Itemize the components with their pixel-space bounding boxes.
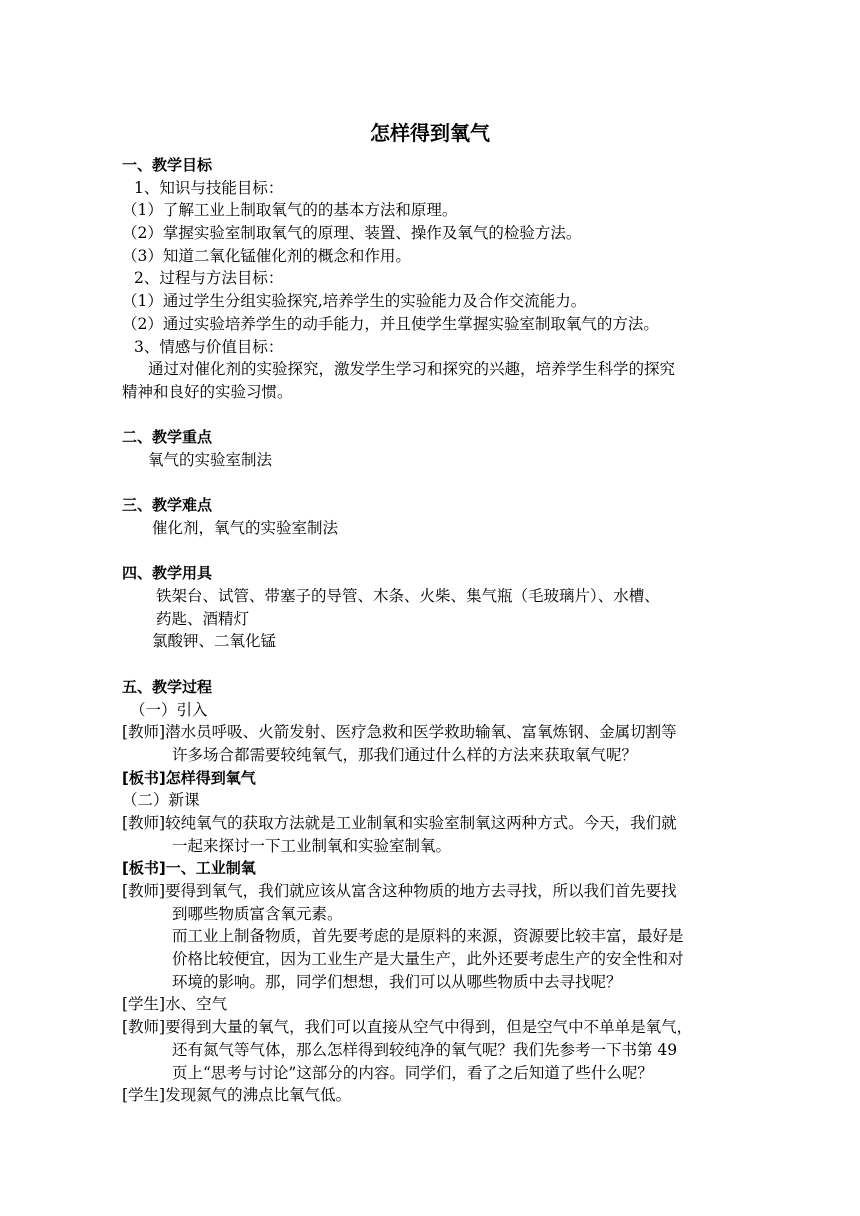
subsection-emotion-values: 3、情感与价值目标： xyxy=(134,337,284,356)
board-note: [板书]一、工业制氧 xyxy=(122,859,256,878)
paragraph-text: 精神和良好的实验习惯。 xyxy=(122,382,293,401)
dialogue-line: [教师]要得到大量的氧气，我们可以直接从空气中得到，但是空气中不单单是氧气， xyxy=(122,1018,693,1037)
dialogue-line: [教师]较纯氧气的获取方法就是工业制氧和实验室制氧这两种方式。今天，我们就 xyxy=(122,813,677,832)
dialogue-line: [教师]潜水员呼吸、火箭发射、医疗急救和医学救助输氧、富氧炼钢、金属切割等 xyxy=(122,723,677,742)
section-heading-difficulties: 三、教学难点 xyxy=(122,496,213,515)
paragraph-text: 氧气的实验室制法 xyxy=(148,450,273,469)
paragraph-text: 药匙、酒精灯 xyxy=(156,609,250,628)
board-note: [板书]怎样得到氧气 xyxy=(122,768,256,787)
subsection-intro: （一）引入 xyxy=(130,700,208,719)
section-heading-key-points: 二、教学重点 xyxy=(122,428,213,447)
subsection-knowledge-skills: 1、知识与技能目标： xyxy=(134,178,284,197)
dialogue-line: 还有氮气等气体，那么怎样得到较纯净的氧气呢？我们先参考一下书第 49 xyxy=(172,1040,678,1059)
section-heading-process: 五、教学过程 xyxy=(122,677,213,696)
subsection-new-lesson: （二）新课 xyxy=(122,791,200,810)
dialogue-line: 到哪些物质富含氧元素。 xyxy=(172,904,343,923)
dialogue-line: 许多场合都需要较纯氧气，那我们通过什么样的方法来获取氧气呢？ xyxy=(172,745,638,764)
dialogue-line: 一起来探讨一下工业制氧和实验室制氧。 xyxy=(172,836,452,855)
section-heading-objectives: 一、教学目标 xyxy=(122,156,213,174)
paragraph-text: 氯酸钾、二氧化锰 xyxy=(152,632,277,651)
dialogue-line: [教师]要得到氧气，我们就应该从富含这种物质的地方去寻找，所以我们首先要找 xyxy=(122,882,677,900)
paragraph-text: 通过对催化剂的实验探究，激发学生学习和探究的兴趣，培养学生科学的探究 xyxy=(148,360,676,379)
objective-item: （3）知道二氧化锰催化剂的概念和作用。 xyxy=(122,246,411,265)
page-title: 怎样得到氧气 xyxy=(370,121,490,145)
dialogue-line: 环境的影响。那，同学们想想，我们可以从哪些物质中去寻找呢？ xyxy=(172,972,622,991)
objective-item: （2）通过实验培养学生的动手能力，并且使学生掌握实验室制取氧气的方法。 xyxy=(122,314,659,333)
objective-item: （2）掌握实验室制取氧气的原理、装置、操作及氧气的检验方法。 xyxy=(122,224,582,243)
paragraph-text: 催化剂，氧气的实验室制法 xyxy=(152,519,339,537)
objective-item: （1）通过学生分组实验探究,培养学生的实验能力及合作交流能力。 xyxy=(122,292,587,311)
document-body xyxy=(122,154,744,1107)
subsection-process-method: 2、过程与方法目标： xyxy=(134,269,284,288)
dialogue-line: [学生]水、空气 xyxy=(122,995,228,1014)
dialogue-line: 页上“思考与讨论”这部分的内容。同学们，看了之后知道了些什么呢？ xyxy=(172,1063,653,1082)
section-heading-tools: 四、教学用具 xyxy=(122,564,213,583)
dialogue-line: [学生]发现氮气的沸点比氧气低。 xyxy=(122,1086,352,1105)
paragraph-text: 铁架台、试管、带塞子的导管、木条、火柴、集气瓶（毛玻璃片）、水槽、 xyxy=(156,587,660,606)
dialogue-line: 价格比较便宜，因为工业生产是大量生产，此外还要考虑生产的安全性和对 xyxy=(172,950,684,969)
objective-item: （1）了解工业上制取氧气的的基本方法和原理。 xyxy=(122,201,458,220)
dialogue-line: 而工业上制备物质，首先要考虑的是原料的来源，资源要比较丰富，最好是 xyxy=(172,927,684,946)
